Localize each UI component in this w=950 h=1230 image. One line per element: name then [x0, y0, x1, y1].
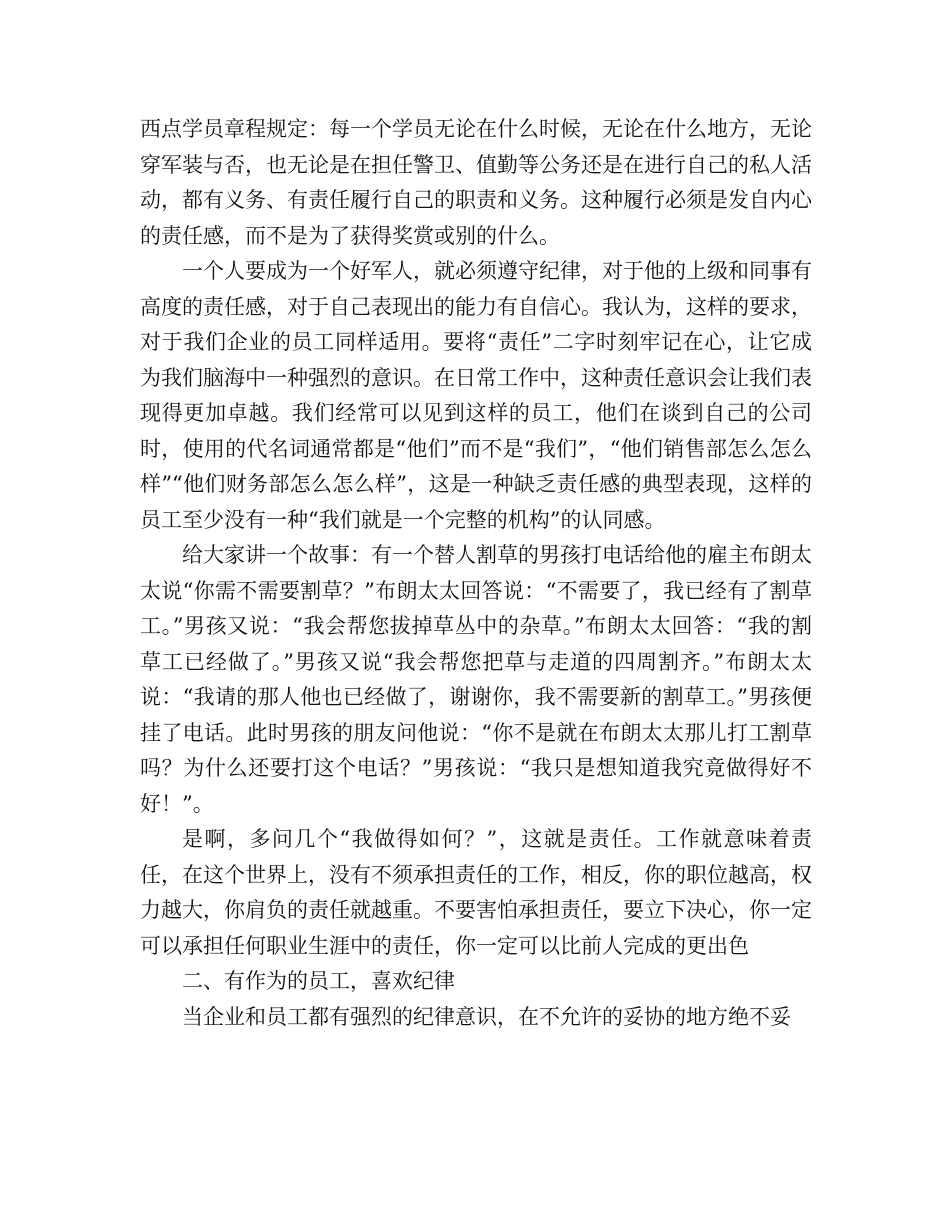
paragraph-1: 西点学员章程规定：每一个学员无论在什么时候，无论在什么地方，无论穿军装与否，也无论是在担任警卫、值勤等公务还是在进行自己的私人活动，都有义务、有责任履行自己的职责和义务。这种履行必须是发自内心的责任感，而不是为了获得奖赏或别的什么。	[140, 117, 812, 248]
paragraph-3: 给大家讲一个故事：有一个替人割草的男孩打电话给他的雇主布朗太太说“你需不需要割草？”布朗太太回答说：“不需要了，我已经有了割草工。”男孩又说：“我会帮您拔掉草丛中的杂草。”布朗太太回答：“我的割草工已经做了。”男孩又说“我会帮您把草与走道的四周割齐。”布朗太太说：“我请的那人他也已经做了，谢谢你，我不需要新的割草工。”男孩便挂了电话。此时男孩的朋友问他说：“你不是就在布朗太太那儿打工割草吗？为什么还要打这个电话？”男孩说：“我只是想知道我究竟做得好不好！”。	[140, 543, 812, 816]
paragraph-2: 一个人要成为一个好军人，就必须遵守纪律，对于他的上级和同事有高度的责任感，对于自己表现出的能力有自信心。我认为，这样的要求，对于我们企业的员工同样适用。要将“责任”二字时刻牢记在心，让它成为我们脑海中一种强烈的意识。在日常工作中，这种责任意识会让我们表现得更加卓越。我们经常可以见到这样的员工，他们在谈到自己的公司时，使用的代名词通常都是“他们”而不是“我们”，“他们销售部怎么怎么样”“他们财务部怎么怎么样”，这是一种缺乏责任感的典型表现，这样的员工至少没有一种“我们就是一个完整的机构”的认同感。	[140, 259, 812, 532]
paragraph-5: 当企业和员工都有强烈的纪律意识，在不允许的妥协的地方绝不妥	[182, 1004, 791, 1029]
section-heading: 二、有作为的员工，喜欢纪律	[182, 969, 455, 993]
document-body	[140, 112, 812, 1035]
paragraph-4: 是啊，多问几个“我做得如何？”，这就是责任。工作就意味着责任，在这个世界上，没有不须承担责任的工作，相反，你的职位越高，权力越大，你肩负的责任就越重。不要害怕承担责任，要立下决心，你一定可以承担任何职业生涯中的责任，你一定可以比前人完成的更出色	[140, 827, 812, 958]
